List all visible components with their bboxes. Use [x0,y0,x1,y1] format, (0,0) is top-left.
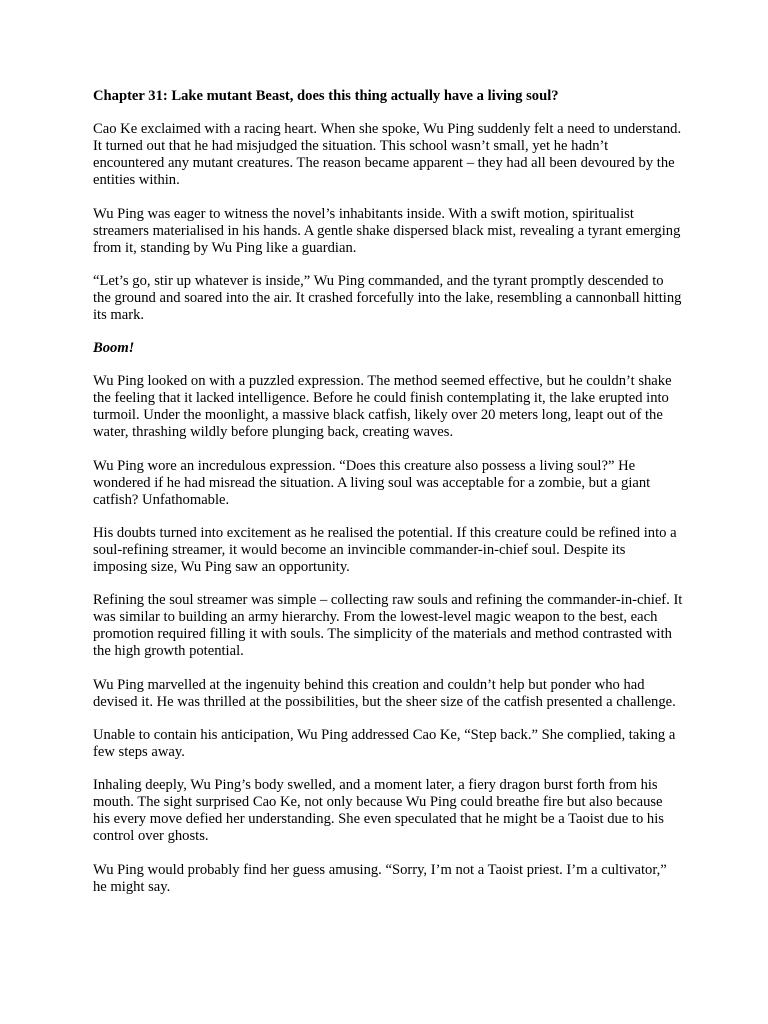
paragraph-1: Cao Ke exclaimed with a racing heart. When she spoke, Wu Ping suddenly felt a need to understand. It turned out that he had misjudged the situation. This school wasn’t small, yet he hadn’t encountered any mutant creatures. The reason became apparent – they had all been devoured by the entities within. [93,121,682,189]
paragraph-10: Unable to contain his anticipation, Wu Ping addressed Cao Ke, “Step back.” She complied, taking a few steps away. [93,726,676,760]
paragraph-7: His doubts turned into excitement as he realised the potential. If this creature could be refined into a soul-refining streamer, it would become an invincible commander-in-chief soul. Despite its imposing size, Wu Ping saw an opportunity. [93,525,677,576]
paragraph-9: Wu Ping marvelled at the ingenuity behind this creation and couldn’t help but ponder who had devised it. He was thrilled at the possibilities, but the sheer size of the catfish presented a challenge. [93,676,676,710]
document-page [93,88,683,912]
paragraph-6: Wu Ping wore an incredulous expression. “Does this creature also possess a living soul?” He wondered if he had misread the situation. A living soul was acceptable for a zombie, but a giant catfish? Unfathomable. [93,457,651,508]
paragraph-8: Refining the soul streamer was simple – collecting raw souls and refining the commander-in-chief. It was similar to building an army hierarchy. From the lowest-level magic weapon to the best, each promotion required filling it with souls. The simplicity of the materials and method contrasted with the high growth potential. [93,592,683,660]
paragraph-2: Wu Ping was eager to witness the novel’s inhabitants inside. With a swift motion, spiritualist streamers materialised in his hands. A gentle shake dispersed black mist, revealing a tyrant emerging from it, standing by Wu Ping like a guardian. [93,205,681,256]
paragraph-boom: Boom! [93,340,135,357]
paragraph-12: Wu Ping would probably find her guess amusing. “Sorry, I’m not a Taoist priest. I’m a cultivator,” he might say. [93,861,667,895]
paragraph-5: Wu Ping looked on with a puzzled expression. The method seemed effective, but he couldn’t shake the feeling that it lacked intelligence. Before he could finish contemplating it, the lake erupted into turmoil. Under the moonlight, a massive black catfish, likely over 20 meters long, leapt out of the water, thrashing wildly before plunging back, creating waves. [93,373,672,441]
chapter-title: Chapter 31: Lake mutant Beast, does this thing actually have a living soul? [93,88,559,104]
paragraph-3: “Let’s go, stir up whatever is inside,” Wu Ping commanded, and the tyrant promptly descended to the ground and soared into the air. It crashed forcefully into the lake, resembling a cannonball hitting its mark. [93,272,682,323]
paragraph-11: Inhaling deeply, Wu Ping’s body swelled, and a moment later, a fiery dragon burst forth from his mouth. The sight surprised Cao Ke, not only because Wu Ping could breathe fire but also because his every move defied her understanding. She even speculated that he might be a Taoist due to his control over ghosts. [93,777,664,845]
